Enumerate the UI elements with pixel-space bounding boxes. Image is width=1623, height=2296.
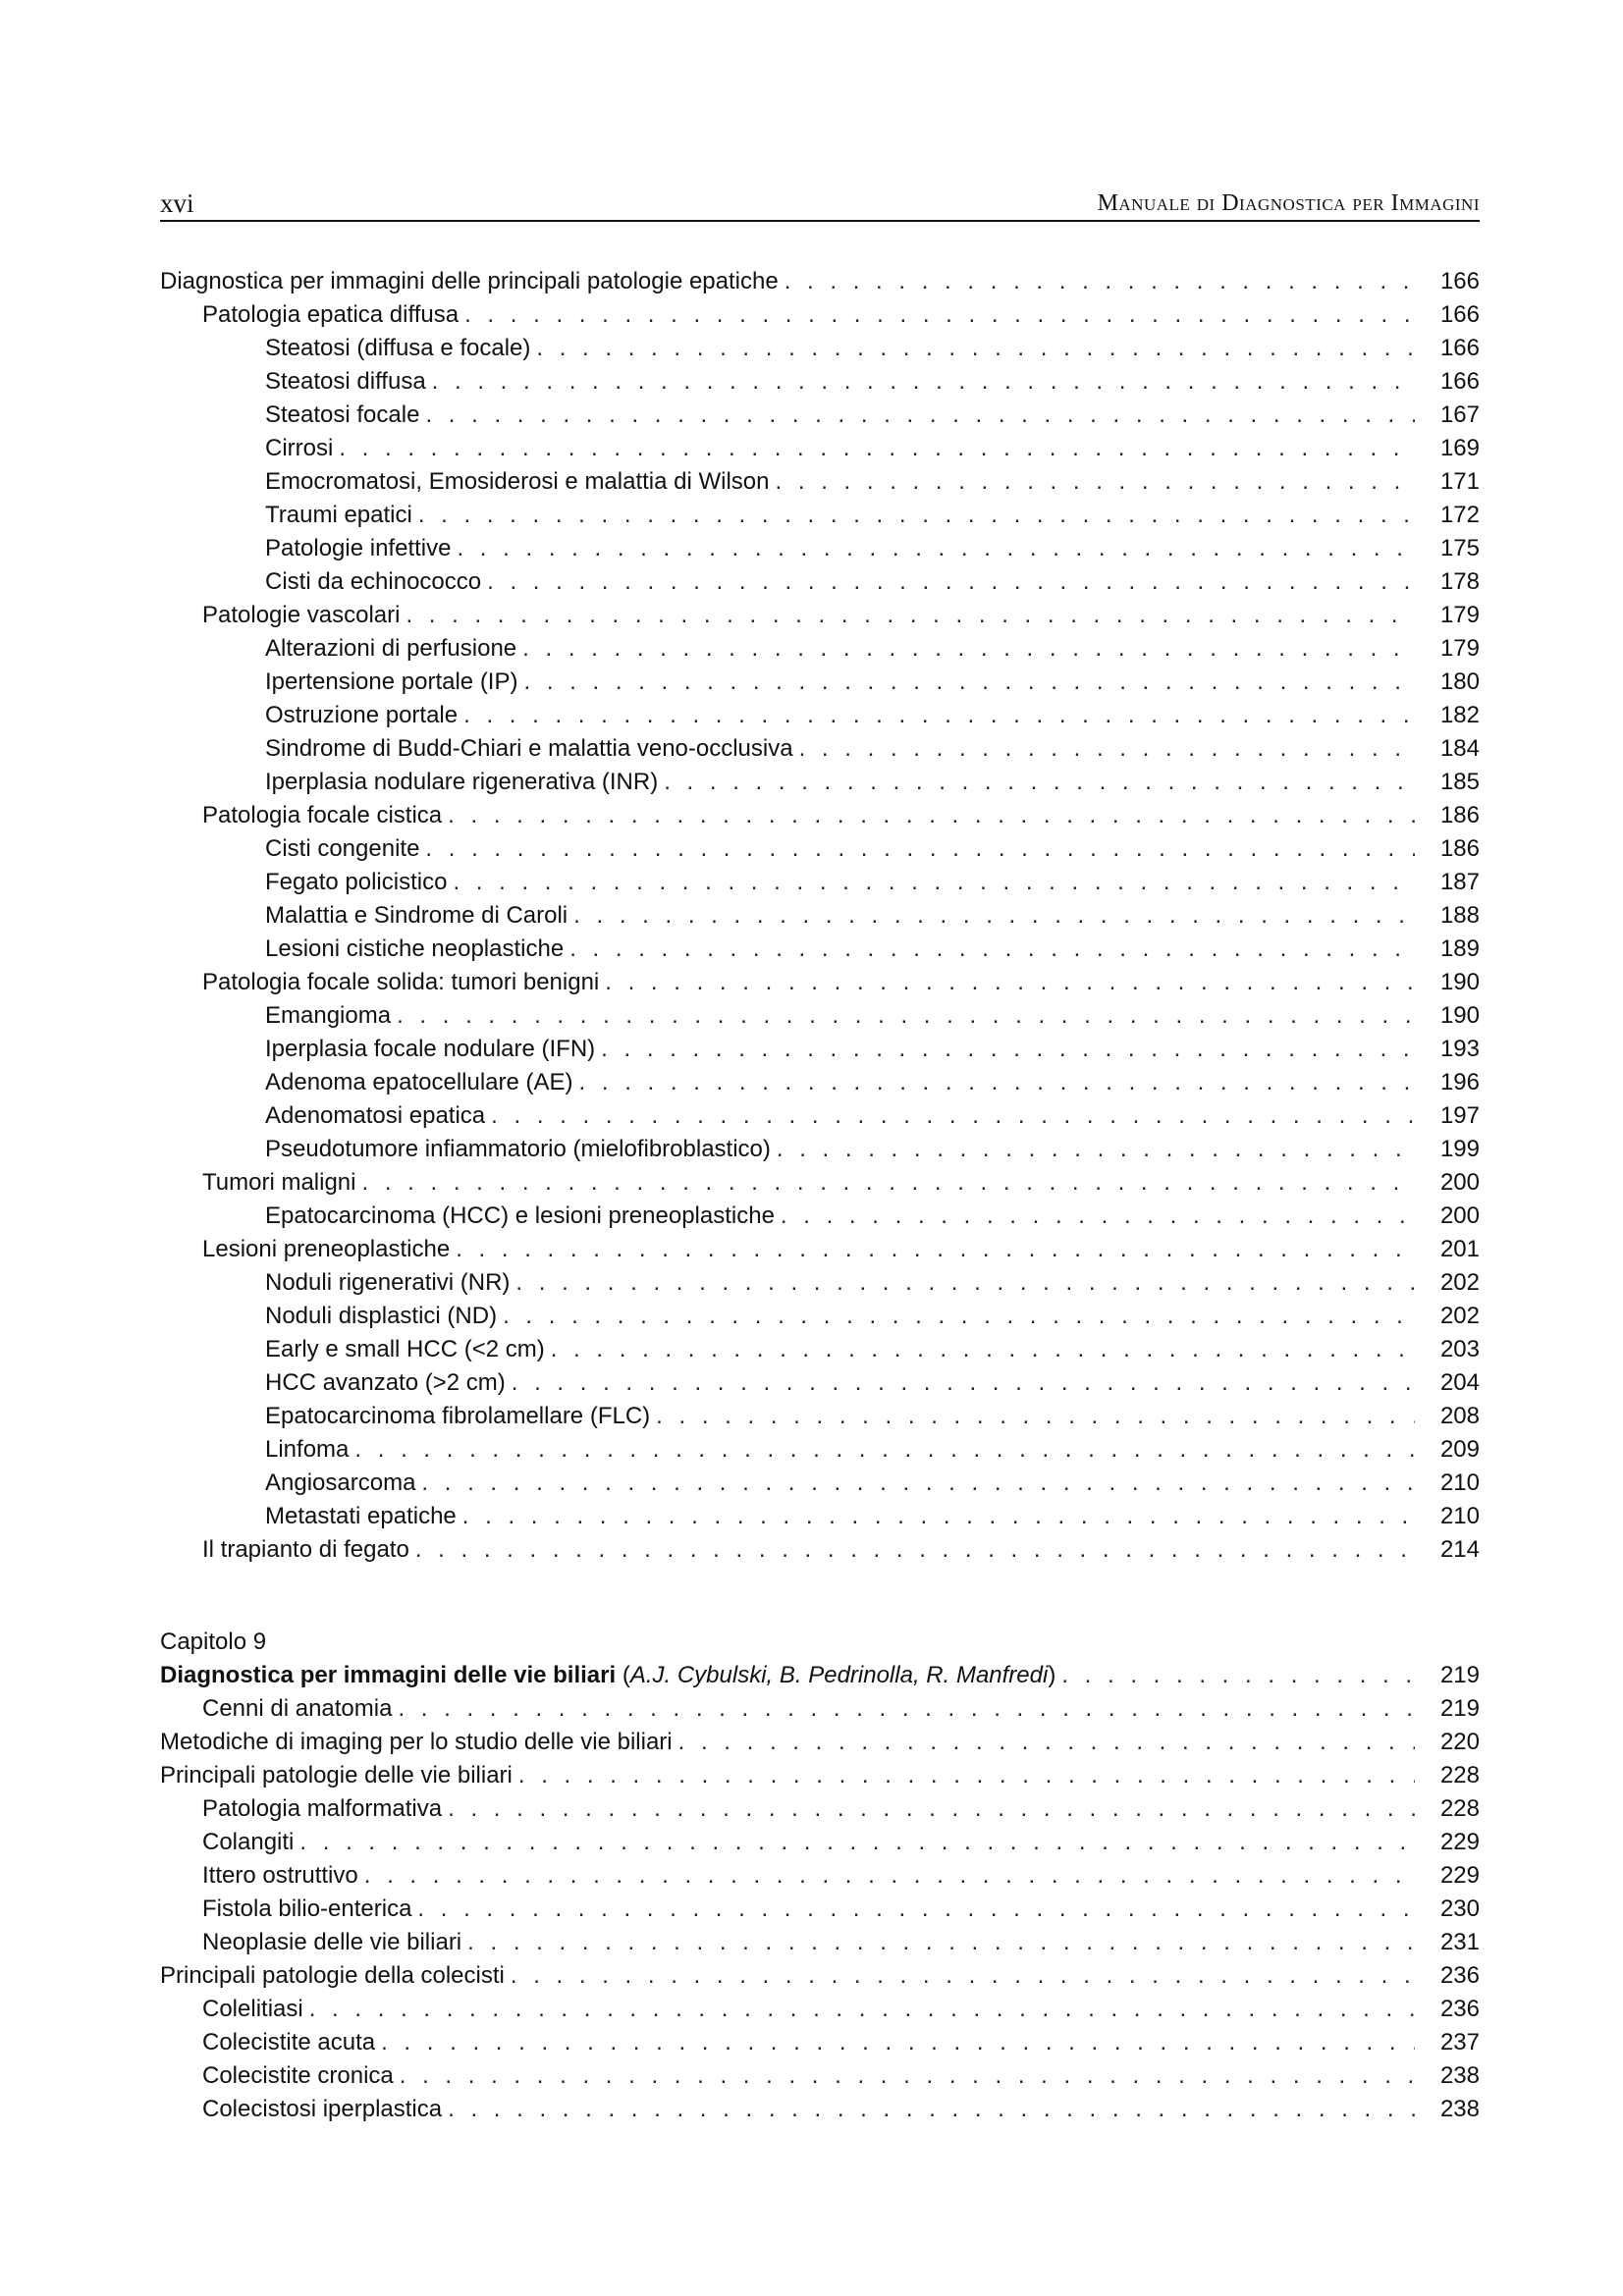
toc-entry-title: Malattia e Sindrome di Caroli (265, 902, 568, 929)
dot-leader (781, 1200, 1415, 1233)
toc-entry[interactable] (160, 2059, 1480, 2093)
chapter-authors: A.J. Cybulski, B. Pedrinolla, R. Manfredi (629, 1662, 1049, 1688)
dot-leader (664, 766, 1415, 799)
toc-entry-page: 172 (1439, 502, 1480, 528)
toc-entry[interactable] (160, 1333, 1480, 1366)
toc-entry[interactable] (160, 1959, 1480, 1993)
toc-entry[interactable] (160, 1433, 1480, 1467)
toc-entry-title: Early e small HCC (<2 cm) (265, 1336, 545, 1362)
toc-entry[interactable] (160, 2093, 1480, 2126)
toc-entry[interactable] (160, 1467, 1480, 1500)
toc-entry-page: 231 (1439, 1929, 1480, 1955)
toc-entry[interactable] (160, 298, 1480, 332)
dot-leader (777, 1133, 1415, 1166)
toc-entry[interactable] (160, 899, 1480, 933)
chapter-title: Diagnostica per immagini delle vie biliari (160, 1662, 617, 1688)
toc-entry-page: 228 (1439, 1762, 1480, 1789)
toc-entry-page: 220 (1439, 1729, 1480, 1755)
toc-entry[interactable] (160, 933, 1480, 966)
toc-entry-title: Emangioma (265, 1002, 392, 1029)
toc-entry[interactable] (160, 1133, 1480, 1166)
toc-entry-page: 169 (1439, 435, 1480, 461)
dot-leader (432, 365, 1415, 399)
toc-entry-title: Linfoma (265, 1436, 350, 1463)
toc-entry[interactable] (160, 1033, 1480, 1066)
toc-entry-page: 200 (1439, 1202, 1480, 1229)
dot-leader (417, 1893, 1415, 1926)
dot-leader (398, 1692, 1415, 1726)
toc-entry-title: Il trapianto di fegato (202, 1536, 409, 1563)
dot-leader (457, 532, 1415, 565)
toc-entry-title: Steatosi focale (265, 401, 420, 428)
toc-entry[interactable] (160, 1726, 1480, 1759)
dot-leader (512, 1366, 1415, 1400)
toc-entry-page: 229 (1439, 1829, 1480, 1855)
toc-entry-title: Pseudotumore infiammatorio (mielofibroblastico) (265, 1136, 771, 1162)
toc-entry-title: Epatocarcinoma (HCC) e lesioni preneoplastiche (265, 1202, 775, 1229)
toc-entry-title: Patologia focale cistica (202, 802, 443, 828)
toc-entry-page: 190 (1439, 1002, 1480, 1029)
toc-entry-title: Epatocarcinoma fibrolamellare (FLC) (265, 1403, 651, 1429)
toc-entry-title: Patologia focale solida: tumori benigni (202, 969, 600, 995)
toc-entry-page: 166 (1439, 268, 1480, 294)
toc-entry-title: Patologia epatica diffusa (202, 301, 460, 328)
toc-entry-page: 236 (1439, 1962, 1480, 1989)
dot-leader (415, 1533, 1415, 1567)
toc-entry-title: Neoplasie delle vie biliari (202, 1929, 462, 1955)
toc-entry-title: Patologia malformativa (202, 1795, 443, 1822)
dot-leader (299, 1826, 1415, 1859)
dot-leader (573, 899, 1415, 933)
dot-leader (456, 1233, 1415, 1266)
toc-entry[interactable] (160, 999, 1480, 1033)
toc-entry-page: 175 (1439, 535, 1480, 561)
chapter-page-number: 219 (1439, 1662, 1480, 1688)
toc-entry-title: Ostruzione portale (265, 702, 459, 728)
toc-entry-page: 214 (1439, 1536, 1480, 1563)
toc-entry[interactable] (160, 399, 1480, 432)
toc-entry-page: 228 (1439, 1795, 1480, 1822)
toc-entry[interactable] (160, 732, 1480, 766)
toc-entry[interactable] (160, 1759, 1480, 1792)
toc-entry-title: Adenomatosi epatica (265, 1102, 486, 1129)
toc-entry-page: 182 (1439, 702, 1480, 728)
toc-entry-page: 178 (1439, 568, 1480, 595)
toc-entry-page: 185 (1439, 769, 1480, 795)
toc-entry[interactable] (160, 1993, 1480, 2026)
toc-entry-page: 180 (1439, 668, 1480, 695)
dot-leader (579, 1066, 1415, 1099)
toc-entry-title: Iperplasia nodulare rigenerativa (INR) (265, 769, 659, 795)
dot-leader (515, 1266, 1415, 1300)
toc-entry-page: 210 (1439, 1503, 1480, 1529)
paren-open: ( (616, 1662, 630, 1688)
toc-entry-title: Fistola bilio-enterica (202, 1896, 412, 1922)
toc-entry-title: Adenoma epatocellulare (AE) (265, 1069, 573, 1095)
dot-leader (467, 1926, 1415, 1959)
toc-entry-page: 187 (1439, 869, 1480, 895)
toc-entry-page: 186 (1439, 802, 1480, 828)
toc-entry-page: 202 (1439, 1269, 1480, 1296)
toc-entry[interactable] (160, 1692, 1480, 1726)
toc-entry[interactable] (160, 565, 1480, 599)
dot-leader (339, 432, 1415, 465)
toc-entry-title: Tumori maligni (202, 1169, 356, 1196)
chapter-label: Capitolo 9 (160, 1629, 267, 1655)
toc-entry-page: 229 (1439, 1862, 1480, 1889)
dot-leader (381, 2026, 1415, 2059)
toc-entry[interactable] (160, 1500, 1480, 1533)
toc-entry[interactable] (160, 632, 1480, 666)
toc-entry-page: 210 (1439, 1469, 1480, 1496)
toc-entry-title: Cisti congenite (265, 835, 420, 862)
toc-entry-title: Cirrosi (265, 435, 334, 461)
toc-entry-page: 238 (1439, 2096, 1480, 2122)
toc-entry-page: 167 (1439, 401, 1480, 428)
toc-entry-page: 166 (1439, 368, 1480, 395)
toc-entry-title: Patologie vascolari (202, 602, 401, 628)
toc-entry-page: 166 (1439, 301, 1480, 328)
dot-leader (503, 1300, 1415, 1333)
toc-entry-page: 179 (1439, 602, 1480, 628)
toc-entry-page: 236 (1439, 1996, 1480, 2022)
paren-close: ) (1048, 1662, 1056, 1688)
dot-leader (784, 265, 1415, 298)
toc-entry[interactable] (160, 532, 1480, 565)
toc-entry[interactable] (160, 766, 1480, 799)
toc-entry-page: 186 (1439, 835, 1480, 862)
toc-entry-title: Colecistosi iperplastica (202, 2096, 443, 2122)
toc-entry-title: Cisti da echinococco (265, 568, 482, 595)
toc-entry[interactable] (160, 1233, 1480, 1266)
dot-leader (536, 332, 1415, 365)
toc-entry-page: 201 (1439, 1236, 1480, 1262)
toc-entry[interactable] (160, 365, 1480, 399)
toc-entry-page: 189 (1439, 935, 1480, 962)
toc-entry-title: Traumi epatici (265, 502, 412, 528)
chapter-9-section (160, 1626, 1480, 2126)
toc-entry-page: 199 (1439, 1136, 1480, 1162)
running-title: Manuale di Diagnostica per Immagini (1097, 190, 1480, 216)
dot-leader (448, 2093, 1415, 2126)
page-header (160, 187, 1480, 222)
toc-entry[interactable] (160, 465, 1480, 499)
toc-entry-page: 190 (1439, 969, 1480, 995)
toc-entry[interactable] (160, 699, 1480, 732)
toc-entry-page: 209 (1439, 1436, 1480, 1463)
toc-entry-title: Noduli rigenerativi (NR) (265, 1269, 511, 1296)
toc-entry-page: 166 (1439, 335, 1480, 361)
dot-leader (425, 399, 1415, 432)
toc-entry-title: Noduli displastici (ND) (265, 1303, 498, 1329)
toc-entry-title: Principali patologie della colecisti (160, 1962, 505, 1989)
toc-entry-title: Colangiti (202, 1829, 295, 1855)
toc-entry[interactable] (160, 499, 1480, 532)
toc-entry[interactable] (160, 1200, 1480, 1233)
toc-entry-page: 171 (1439, 468, 1480, 495)
dot-leader (491, 1099, 1415, 1133)
toc-entry[interactable] (160, 1926, 1480, 1959)
toc-entry[interactable] (160, 1792, 1480, 1826)
dot-leader (551, 1333, 1415, 1366)
dot-leader (601, 1033, 1415, 1066)
toc-entry-title: Colecistite cronica (202, 2062, 394, 2089)
toc-entry-page: 237 (1439, 2029, 1480, 2056)
toc-entry-page: 196 (1439, 1069, 1480, 1095)
toc-entry-title: Steatosi (diffusa e focale) (265, 335, 531, 361)
toc-entry-title: Ittero ostruttivo (202, 1862, 358, 1889)
toc-entry-title: Colelitiasi (202, 1996, 303, 2022)
toc-entry[interactable] (160, 1166, 1480, 1200)
toc-entry-page: 203 (1439, 1336, 1480, 1362)
toc-entry-title: Metodiche di imaging per lo studio delle vie biliari (160, 1729, 673, 1755)
dot-leader (354, 1433, 1415, 1467)
toc-entry[interactable] (160, 599, 1480, 632)
dot-leader (425, 832, 1415, 866)
dot-leader (364, 1859, 1415, 1893)
dot-leader (453, 866, 1415, 899)
dot-leader (397, 999, 1415, 1033)
dot-leader (400, 2059, 1415, 2093)
dot-leader (776, 465, 1415, 499)
toc-entry-page: 188 (1439, 902, 1480, 929)
toc-entry-title: Emocromatosi, Emosiderosi e malattia di Wilson (265, 468, 770, 495)
toc-entry[interactable] (160, 666, 1480, 699)
toc-entry[interactable] (160, 832, 1480, 866)
dot-leader (569, 933, 1415, 966)
toc-entry-page: 219 (1439, 1695, 1480, 1722)
dot-leader (656, 1400, 1415, 1433)
toc-entry[interactable] (160, 1266, 1480, 1300)
toc-entry-title: Sindrome di Budd-Chiari e malattia veno-occlusiva (265, 735, 793, 762)
page-number: xvi (160, 188, 194, 218)
toc-entry-title: Alterazioni di perfusione (265, 635, 517, 662)
toc-entry-title: Patologie infettive (265, 535, 452, 561)
dot-leader (678, 1726, 1415, 1759)
chapter-title-entry (160, 1659, 1055, 1692)
dot-leader (511, 1959, 1415, 1993)
toc-entry-page: 208 (1439, 1403, 1480, 1429)
toc-entry[interactable] (160, 432, 1480, 465)
toc-entry-title: Lesioni cistiche neoplastiche (265, 935, 565, 962)
dot-leader (448, 799, 1415, 832)
dot-leader (605, 966, 1415, 999)
toc-entry-title: Metastati epatiche (265, 1503, 457, 1529)
dot-leader (448, 1792, 1415, 1826)
dot-leader (421, 1467, 1415, 1500)
toc-entry[interactable] (160, 1099, 1480, 1133)
dot-leader (1061, 1659, 1415, 1692)
toc-entry-title: Ipertensione portale (IP) (265, 668, 518, 695)
toc-entry[interactable] (160, 1893, 1480, 1926)
dot-leader (462, 1500, 1415, 1533)
toc-entry-title: Iperplasia focale nodulare (IFN) (265, 1036, 596, 1062)
toc-entry[interactable] (160, 1400, 1480, 1433)
toc-entry-page: 238 (1439, 2062, 1480, 2089)
toc-entry-page: 193 (1439, 1036, 1480, 1062)
toc-entry[interactable] (160, 1300, 1480, 1333)
toc-entry-page: 197 (1439, 1102, 1480, 1129)
dot-leader (799, 732, 1415, 766)
toc-entry[interactable] (160, 866, 1480, 899)
toc-entry-title: Lesioni preneoplastiche (202, 1236, 451, 1262)
toc-entry[interactable] (160, 2026, 1480, 2059)
toc-entry[interactable] (160, 1826, 1480, 1859)
toc-entry[interactable] (160, 1066, 1480, 1099)
toc-entry[interactable] (160, 1859, 1480, 1893)
toc-section-2 (160, 1692, 1480, 2126)
dot-leader (518, 1759, 1415, 1792)
toc-entry-title: Steatosi diffusa (265, 368, 426, 395)
dot-leader (406, 599, 1415, 632)
dot-leader (464, 298, 1415, 332)
dot-leader (361, 1166, 1415, 1200)
toc-entry[interactable] (160, 1533, 1480, 1567)
dot-leader (487, 565, 1415, 599)
toc-entry-title: Angiosarcoma (265, 1469, 416, 1496)
toc-entry-page: 179 (1439, 635, 1480, 662)
chapter-title-row[interactable] (160, 1659, 1480, 1692)
toc-entry[interactable] (160, 966, 1480, 999)
toc-entry-title: Diagnostica per immagini delle principali patologie epatiche (160, 268, 779, 294)
toc-section-1 (160, 265, 1480, 1567)
toc-entry[interactable] (160, 332, 1480, 365)
toc-entry-page: 200 (1439, 1169, 1480, 1196)
toc-entry-title: Colecistite acuta (202, 2029, 376, 2056)
toc-entry-page: 184 (1439, 735, 1480, 762)
toc-entry-title: HCC avanzato (>2 cm) (265, 1369, 506, 1396)
dot-leader (463, 699, 1415, 732)
toc-entry-page: 230 (1439, 1896, 1480, 1922)
toc-entry[interactable] (160, 1366, 1480, 1400)
toc-entry[interactable] (160, 799, 1480, 832)
dot-leader (522, 632, 1415, 666)
dot-leader (309, 1993, 1415, 2026)
toc-entry-title: Fegato policistico (265, 869, 448, 895)
toc-entry-page: 204 (1439, 1369, 1480, 1396)
dot-leader (418, 499, 1415, 532)
toc-entry-page: 202 (1439, 1303, 1480, 1329)
toc-entry-title: Principali patologie delle vie biliari (160, 1762, 513, 1789)
toc-entry[interactable] (160, 265, 1480, 298)
toc-entry-title: Cenni di anatomia (202, 1695, 393, 1722)
dot-leader (523, 666, 1415, 699)
